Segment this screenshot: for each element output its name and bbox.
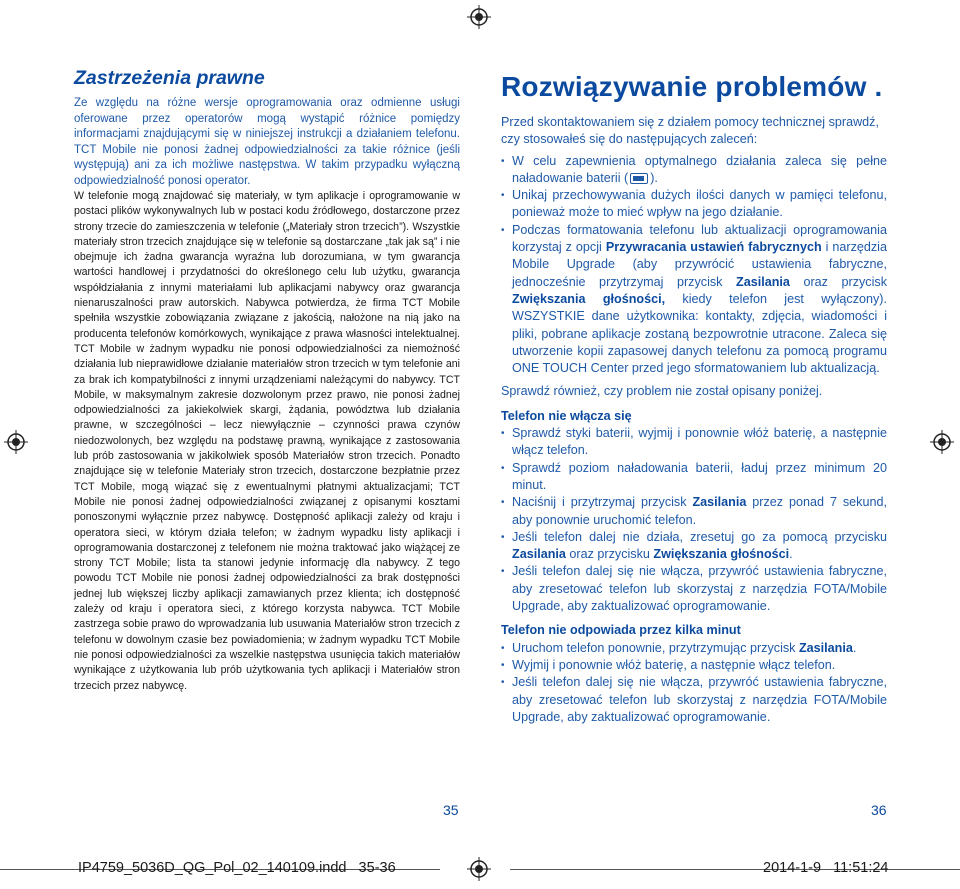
keyword-power: Zasilania [798, 640, 853, 655]
unresponsive-list [501, 640, 887, 726]
battery-full-icon [630, 173, 648, 184]
keyword-power: Zasilania [692, 495, 747, 510]
keyword-power: Zasilania [512, 547, 566, 562]
keyword-volume-up: Zwiększania głośności [653, 547, 790, 562]
footer-file-name: IP4759_5036D_QG_Pol_02_140109.indd 35-36 [78, 860, 396, 876]
list-item-text: . [789, 547, 793, 562]
list-item [501, 674, 887, 726]
list-item-text: Jeśli telefon dalej się nie włącza, przywróć ustawienia fabryczne, aby zresetować telefon lub skorzystaj z narzędzia FOTA/Mobile Upgrade, aby zaktualizować oprogramowanie. [512, 675, 887, 724]
page-number-left: 35 [443, 802, 459, 818]
list-item [501, 153, 887, 188]
crop-line [510, 869, 960, 870]
list-item [501, 563, 887, 615]
list-item [501, 425, 887, 460]
list-item-text: kiedy telefon jest wyłączony). WSZYSTKIE dane użytkownika: kontakty, zdjęcia, wiadomości i pliki, pobrane aplikacje zostaną bezpowrotnie utracone. Zaleca się utworzenie kopii zapasowej danych telefonu za pomocą programu ONE TOUCH Center przed jego sformatowaniem lub aktualizacją. [512, 291, 887, 376]
no-power-list [501, 425, 887, 615]
legal-disclaimer-column [74, 66, 460, 694]
list-item-text: Jeśli telefon dalej nie działa, zresetuj go za pomocą przycisku [512, 529, 887, 544]
general-tips-list [501, 153, 887, 378]
list-item-text: Wyjmij i ponownie włóż baterię, a następnie włącz telefon. [512, 657, 836, 672]
disclaimer-paragraph-1: Ze względu na różne wersje oprogramowania oraz odmienne usługi oferowane przez operatorów mogą wystąpić różnice pomiędzy informacjami znajdującymi się w niniejszej instrukcji a działaniem telefonu. TCT Mobile nie ponosi żadnej odpowiedzialności za takie różnice (jeśli występują) ani za ich możliwe następstwa. W takim przypadku wyłączną odpowiedzialność ponosi operator. [74, 97, 460, 187]
registration-mark-top-icon [467, 5, 491, 29]
troubleshooting-title: Rozwiązywanie problemów . [501, 71, 883, 102]
disclaimer-title: Zastrzeżenia prawne [74, 67, 265, 89]
registration-mark-left-icon [4, 430, 28, 454]
list-item-text: oraz przycisku [565, 547, 654, 562]
list-item-text: i narzędzia Mobile Upgrade (aby przywrócić ustawienia fabryczne, jednocześnie przytrzymaj przycisk [512, 240, 887, 289]
list-item [501, 657, 887, 674]
disclaimer-paragraph-2: W telefonie mogą znajdować się materiały, w tym aplikacje i oprogramowanie w postaci plików wykonywalnych lub w postaci kodu źródłowego, dostarczone przez strony trzecie do zamieszczenia w telefonie („Materiały stron trzecich”). Wszystkie materiały stron trzecich znajdujące się w telefonie są dostarczane „tak jak są” i nie obejmuje ich żadna gwarancja wyraźna lub dorozumiana, w tym gwarancja wartości handlowej i przydatności do określonego celu lub użytku, gwarancja współdziałania z innymi materiałami lub aplikacjami nabywcy oraz gwarancja nienaruszalności praw autorskich. Nabywca potwierdza, że firma TCT Mobile spełniła wszystkie zobowiązania związane z jakością, nałożone na nią jako na producenta telefonów komórkowych, wynikające z prawa własności intelektualnej. TCT Mobile w żadnym wypadku nie ponosi odpowiedzialności za niemożność działania lub nieprawidłowe działanie materiałów stron trzecich w tym telefonie ani za brak ich kompatybilności z innymi urządzeniami należącymi do nabywcy. TCT Mobile, w maksymalnym zakresie dozwolonym przez prawo, nie ponosi żadnej odpowiedzialności za jakiekolwiek skargi, żądania, powództwa lub działania prawne, w szczególności – lecz niewyłącznie – czynności prawa czynów niedozwolonych, bez względu na podstawę prawną, wynikające z zastosowania lub prób zastosowania w jakikolwiek sposób Materiałów stron trzecich. Ponadto znajdujące się w telefonie Materiały stron trzecich, dostarczone bezpłatnie przez TCT Mobile, mogą wiązać się z ewentualnymi płatnymi aktualizacjami; TCT Mobile nie ponosi żadnej odpowiedzialności związanej z opisanymi kosztami ponoszonymi wyłącznie przez nabywcę. Dostępność aplikacji zależy od kraju i operatora sieci, w którym działa telefon; w żadnym wypadku listy aplikacji i oprogramowania dostarczonej z telefonem nie można traktować jako wiążącej ze strony TCT Mobile; lista ta stanowi jedynie informację dla nabywcy. Z tego powodu TCT Mobile nie ponosi żadnej odpowiedzialności za brak dostępności jednej lub większej liczby aplikacji zamawianych przez klienta; ich dostępność zależy od kraju i operatora sieci, z którego korzysta nabywca. TCT Mobile zastrzega sobie prawo do wprowadzania lub usuwania Materiałów stron trzecich z telefonu w dowolnym czasie bez powiadomienia; w żadnym wypadku TCT Mobile nie ponosi odpowiedzialności za wszelkie następstwa usunięcia takich materiałów wynikające z użytkowania lub prób użytkowania tych aplikacji i Materiałów stron trzecich przez nabywcę. [74, 190, 460, 692]
list-item [501, 187, 887, 222]
list-item-text: ). [650, 170, 658, 185]
keyword-volume-up: Zwiększania głośności, [512, 291, 666, 306]
list-item-text: Jeśli telefon dalej się nie włącza, przywróć ustawienia fabryczne, aby zresetować telefon lub skorzystaj z narzędzia FOTA/Mobile Upgrade, aby zaktualizować oprogramowanie. [512, 564, 887, 614]
list-item-text: Podczas formatowania telefonu lub aktualizacji oprogramowania korzystaj z opcji [512, 222, 887, 255]
footer-timestamp: 2014-1-9 11:51:24 [763, 860, 889, 876]
keyword-factory-reset: Przywracania ustawień fabrycznych [605, 240, 822, 255]
registration-mark-bottom-icon [467, 857, 491, 881]
keyword-power: Zasilania [736, 274, 790, 289]
list-item-text: Sprawdź poziom naładowania baterii, ładuj przez minimum 20 minut. [512, 460, 887, 492]
list-item-text: W celu zapewnienia optymalnego działania zaleca się pełne naładowanie baterii ( [512, 153, 887, 185]
list-item [501, 222, 887, 378]
list-item-text: Unikaj przechowywania dużych ilości danych w pamięci telefonu, ponieważ może to mieć wpływ na jego działanie. [512, 188, 887, 220]
list-item-text: Naciśnij i przytrzymaj przycisk [512, 495, 693, 510]
section-heading-unresponsive: Telefon nie odpowiada przez kilka minut [501, 623, 741, 638]
list-item-text: Uruchom telefon ponownie, przytrzymując przycisk [512, 640, 799, 655]
list-item [501, 640, 887, 657]
list-item [501, 529, 887, 564]
list-item-text: Sprawdź styki baterii, wyjmij i ponownie włóż baterię, a następnie włącz telefon. [512, 426, 887, 458]
list-item [501, 460, 887, 495]
list-item-text: oraz przycisk [789, 274, 887, 289]
list-item-text: przez ponad 7 sekund, aby ponownie uruchomić telefon. [512, 495, 887, 527]
page-number-right: 36 [871, 802, 887, 818]
troubleshooting-intro: Przed skontaktowaniem się z działem pomocy technicznej sprawdź, czy stosowałeś się do następujących zaleceń: [501, 115, 879, 147]
section-heading-no-power: Telefon nie włącza się [501, 408, 632, 423]
list-item-text: . [852, 640, 857, 655]
list-item [501, 494, 887, 529]
registration-mark-right-icon [930, 430, 954, 454]
also-check-text: Sprawdź również, czy problem nie został opisany poniżej. [501, 384, 823, 399]
troubleshooting-column [501, 66, 887, 726]
